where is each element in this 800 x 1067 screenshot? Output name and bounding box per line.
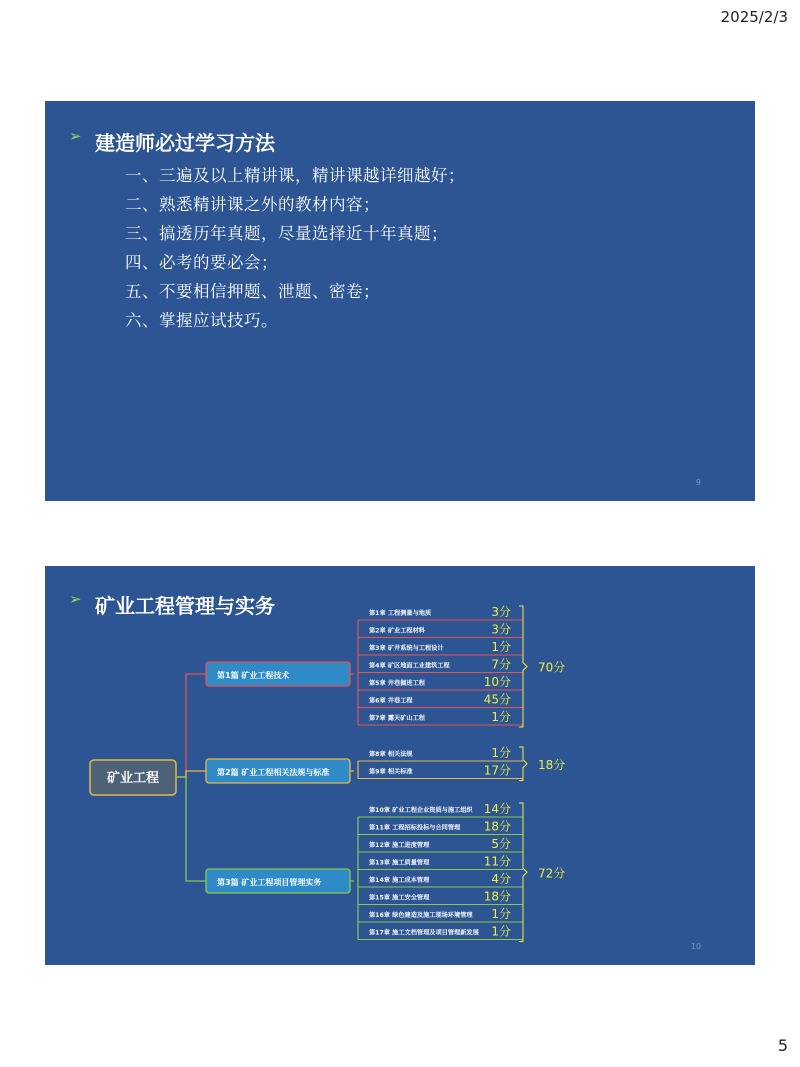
slide-number: 9 <box>695 478 701 487</box>
part-total-score: 18分 <box>538 757 566 772</box>
chapter-label: 第5章 井巷掘进工程 <box>369 680 425 687</box>
brace-icon <box>519 606 527 727</box>
arrow-bullet-icon: ➢ <box>69 127 82 145</box>
list-item: 六、掌握应试技巧。 <box>125 311 278 330</box>
list-item: 二、熟悉精讲课之外的教材内容； <box>125 195 380 214</box>
connector-line <box>176 771 206 777</box>
chapter-label: 第12章 施工进度管理 <box>369 842 430 849</box>
mind-map <box>45 566 755 965</box>
chapter-score: 7分 <box>491 657 511 672</box>
slide-title-text: 矿业工程管理与实务 <box>95 594 275 618</box>
chapter-label: 第7章 露天矿山工程 <box>369 715 425 722</box>
chapter-score: 10分 <box>483 675 511 689</box>
list-item: 三、搞透历年真题，尽量选择近十年真题； <box>125 224 448 243</box>
slide-title-text: 建造师必过学习方法 <box>95 131 275 155</box>
chapter-score: 5分 <box>491 837 511 851</box>
list-item: 一、三遍及以上精讲课，精讲课越详细越好； <box>125 166 465 185</box>
part-total-score: 70分 <box>538 660 566 675</box>
chapter-label: 第10章 矿业工程企业资质与施工组织 <box>369 807 473 814</box>
part-node-label: 第1篇 矿业工程技术 <box>217 671 290 680</box>
chapter-label: 第1章 工程测量与地质 <box>369 610 432 617</box>
chapter-label: 第15章 施工安全管理 <box>369 894 430 902</box>
chapter-label: 第11章 工程招标投标与合同管理 <box>369 824 461 832</box>
chapter-score: 1分 <box>491 924 511 939</box>
chapter-label: 第3章 矿井系统与工程设计 <box>369 645 444 652</box>
chapter-score: 1分 <box>491 710 511 724</box>
part-total-score: 72分 <box>538 866 566 881</box>
chapter-score: 1分 <box>491 640 511 654</box>
connector-line <box>176 674 206 777</box>
chapter-label: 第6章 井巷工程 <box>369 697 413 705</box>
arrow-bullet-icon: ➢ <box>69 590 82 608</box>
slide-number: 10 <box>690 942 701 951</box>
slide-title <box>69 127 275 156</box>
chapter-score: 1分 <box>491 746 511 760</box>
chapter-label: 第2章 矿业工程材料 <box>369 627 425 635</box>
chapter-score: 17分 <box>483 763 511 778</box>
part-node-label: 第2篇 矿业工程相关法规与标准 <box>217 768 330 777</box>
chapter-score: 11分 <box>483 854 511 869</box>
chapter-label: 第4章 矿区地面工业建筑工程 <box>369 662 450 670</box>
chapter-score: 18分 <box>483 889 511 904</box>
chapter-score: 14分 <box>483 802 511 816</box>
chapter-label: 第9章 相关标准 <box>369 768 413 776</box>
chapter-score: 4分 <box>491 872 511 886</box>
list-item: 四、必考的要必会； <box>125 253 278 272</box>
chapter-score: 18分 <box>483 819 511 834</box>
slide-10 <box>45 566 755 965</box>
chapter-label: 第14章 施工成本管理 <box>369 877 430 884</box>
chapter-label: 第13章 施工质量管理 <box>369 859 430 867</box>
brace-icon <box>519 803 527 942</box>
chapter-label: 第17章 施工文档管理及项目管理新发展 <box>369 929 479 937</box>
brace-icon <box>519 747 527 781</box>
chapter-label: 第8章 相关法规 <box>369 751 413 758</box>
chapter-score: 1分 <box>491 907 511 921</box>
connector-line <box>176 777 206 881</box>
slide-9 <box>45 101 755 501</box>
list-item: 五、不要相信押题、泄题、密卷； <box>125 282 380 301</box>
chapter-label: 第16章 绿色建造及施工现场环境管理 <box>369 912 473 919</box>
part-node-label: 第3篇 矿业工程项目管理实务 <box>217 878 322 887</box>
print-date: 2025/2/3 <box>720 8 788 26</box>
method-list <box>125 161 465 335</box>
chapter-score: 45分 <box>483 692 511 707</box>
chapter-score: 3分 <box>491 622 511 637</box>
chapter-score: 3分 <box>491 605 511 619</box>
page-number: 5 <box>777 1036 788 1055</box>
root-node-label: 矿业工程 <box>106 771 160 786</box>
